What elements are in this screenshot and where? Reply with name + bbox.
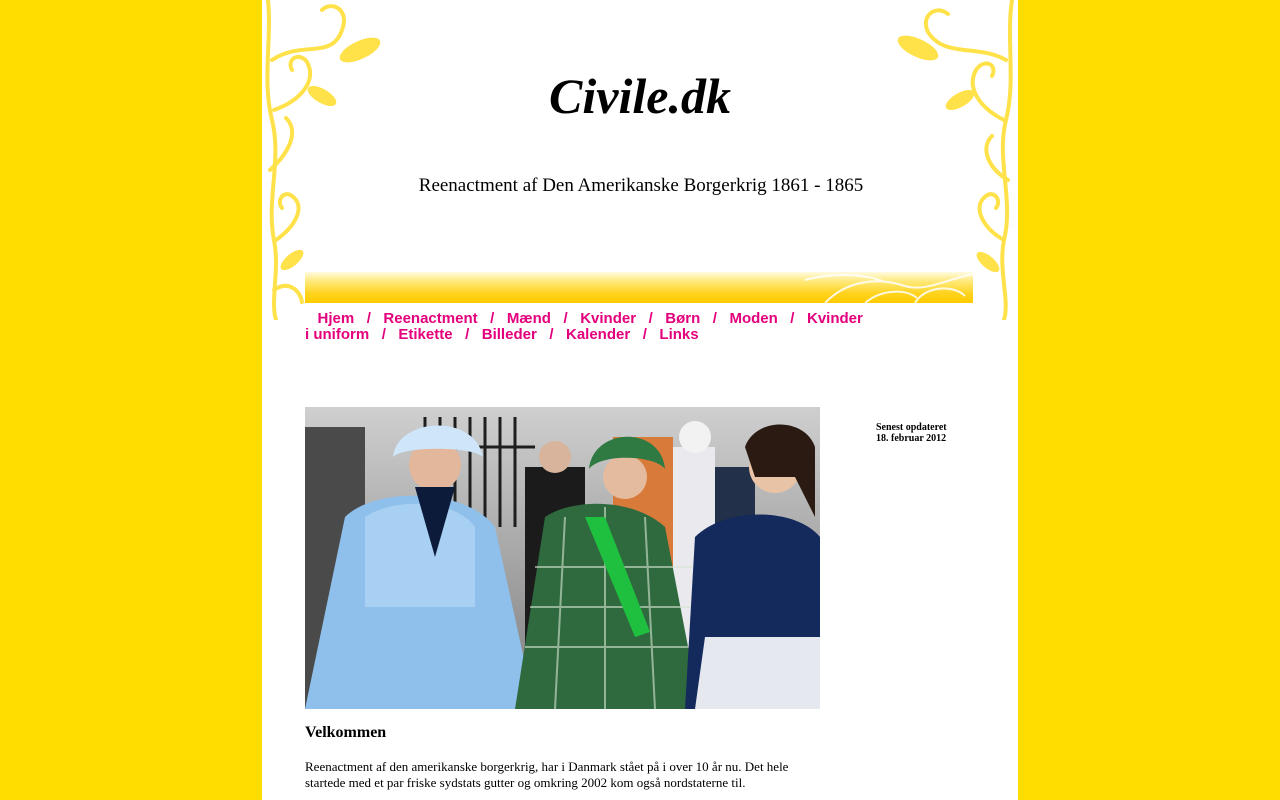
nav-banner <box>305 272 973 303</box>
nav-separator: / <box>549 326 554 343</box>
nav-separator: / <box>381 326 386 343</box>
nav-separator: / <box>490 310 495 327</box>
nav-link-kvinder[interactable]: Kvinder <box>580 310 637 327</box>
banner-swirl-ornament <box>305 272 973 303</box>
nav-separator: / <box>712 310 717 327</box>
welcome-heading: Velkommen <box>305 724 387 741</box>
nav-separator: / <box>642 326 647 343</box>
nav-link-kvinder-i-uniform[interactable]: Kvinder i uniform <box>305 310 863 343</box>
page-container <box>262 0 1018 800</box>
reenactors-photo-illustration <box>305 407 820 709</box>
site-subtitle: Reenactment af Den Amerikanske Borgerkrig 1861 - 1865 <box>418 175 864 196</box>
nav-link-hjem[interactable]: Hjem <box>317 310 355 327</box>
last-updated-date: 18. februar 2012 <box>876 433 947 444</box>
intro-paragraph: Reenactment af den amerikanske borgerkrig, har i Danmark stået på i over 10 år nu. Det hele startede med et par friske sydstats gutter og omkring 2002 kom også nordstaterne til. <box>305 759 789 790</box>
last-updated-label: Senest opdateret <box>876 422 947 433</box>
nav-separator: / <box>790 310 795 327</box>
site-title: Civile.dk <box>549 68 731 124</box>
nav-link-links[interactable]: Links <box>659 326 699 343</box>
nav-separator: / <box>648 310 653 327</box>
nav-link-moden[interactable]: Moden <box>729 310 778 327</box>
nav-link-born[interactable]: Børn <box>665 310 701 327</box>
nav-separator: / <box>366 310 371 327</box>
nav-link-billeder[interactable]: Billeder <box>481 326 537 343</box>
nav-link-kalender[interactable]: Kalender <box>566 326 631 343</box>
nav-link-maend[interactable]: Mænd <box>506 310 551 327</box>
nav-separator: / <box>563 310 568 327</box>
reenactors-photo <box>305 407 820 709</box>
nav-link-etikette[interactable]: Etikette <box>398 326 453 343</box>
nav-link-reenactment[interactable]: Reenactment <box>383 310 478 327</box>
main-navigation <box>305 311 865 343</box>
last-updated <box>876 422 947 444</box>
nav-separator: / <box>465 326 470 343</box>
